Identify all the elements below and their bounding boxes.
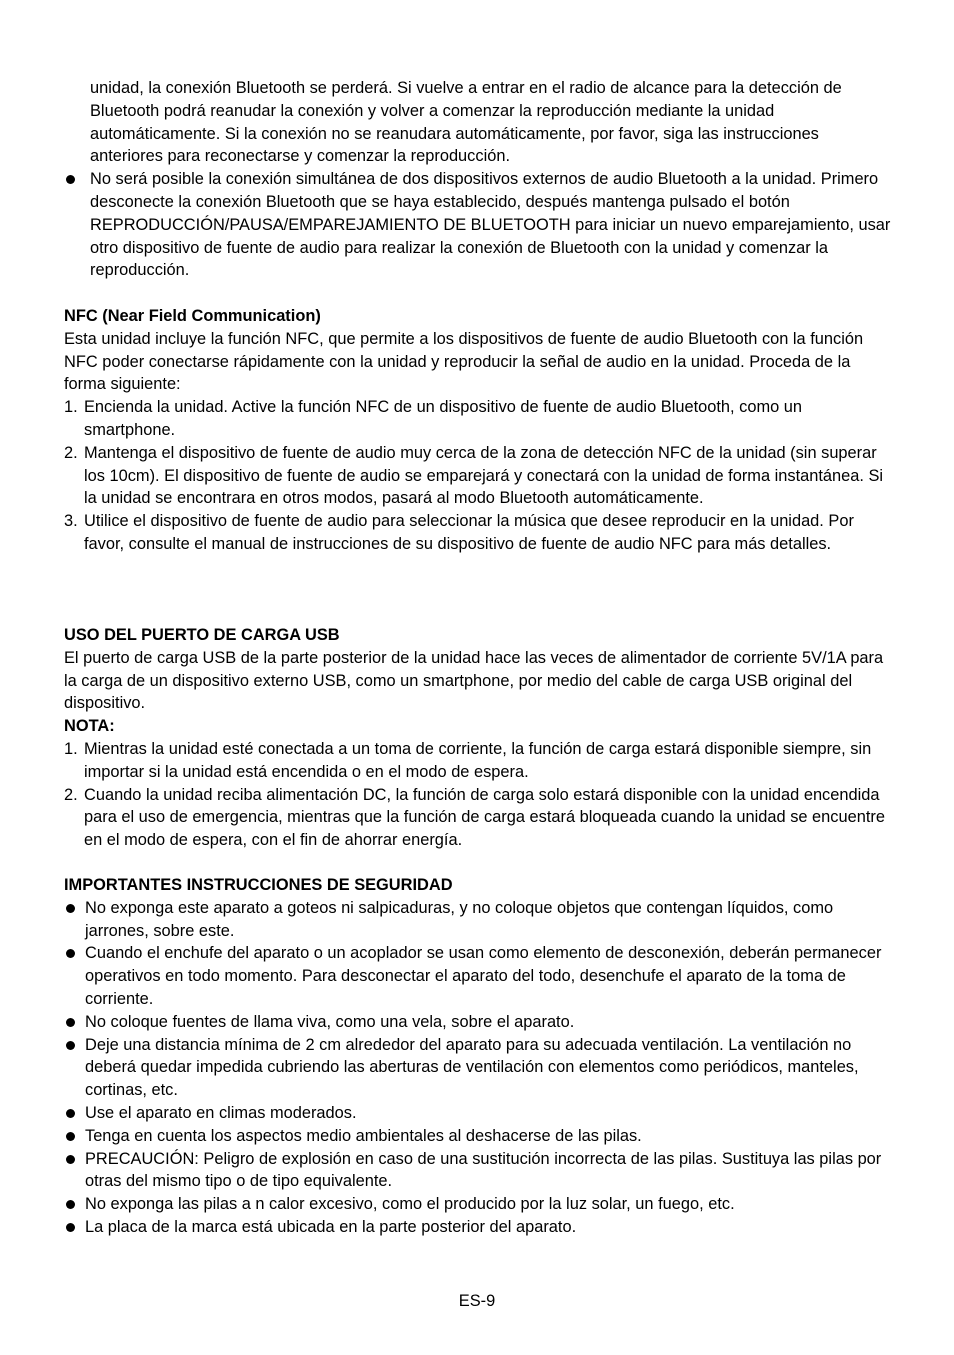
- list-item: [64, 784, 894, 852]
- intro-continuation: unidad, la conexión Bluetooth se perderá. Si vuelve a entrar en el radio de alcance para la detección de Bluetooth podrá reanudar la conexión y volver a comenzar la reproducción mediante la unidad automáticamente. Si la conexión no se reanudara automáticamente, por favor, siga las instrucciones anteriores para reconectarse y comenzar la reproducción.: [90, 79, 842, 166]
- list-item: Cuando el enchufe del aparato o un acoplador se usan como elemento de desconexión, deberán permanecer operativos en todo momento. Para desconectar el aparato del todo, desenchufe el aparato de la toma de corriente.: [64, 942, 894, 1010]
- list-item: [64, 510, 894, 556]
- list-item: No exponga este aparato a goteos ni salpicaduras, y no coloque objetos que contengan líquidos, como jarrones, sobre este.: [64, 897, 894, 943]
- safety-heading: IMPORTANTES INSTRUCCIONES DE SEGURIDAD: [64, 876, 453, 894]
- list-item: [64, 738, 894, 784]
- note-label: NOTA:: [64, 717, 115, 736]
- intro-bullet-list: [64, 168, 894, 282]
- list-item: [64, 396, 894, 442]
- safety-bullet-list: [64, 897, 894, 1239]
- list-item: PRECAUCIÓN: Peligro de explosión en caso de una sustitución incorrecta de las pilas. Sustituya las pilas por otras del mismo tipo o de tipo equivalente.: [64, 1148, 894, 1194]
- nfc-section: [64, 305, 894, 556]
- usb-notes: [64, 738, 894, 852]
- note-number: 2.: [64, 785, 78, 804]
- step-text: Mantenga el dispositivo de fuente de audio muy cerca de la zona de detección NFC de la unidad (sin superar los 10cm). El dispositivo de fuente de audio se emparejará y conectará con la unidad de forma instantánea. Si la unidad se encontrara en otros modos, pasará al modo Bluetooth automáticamente.: [84, 443, 884, 508]
- step-number: 3.: [64, 512, 78, 531]
- list-item: Tenga en cuenta los aspectos medio ambientales al deshacerse de las pilas.: [64, 1125, 894, 1148]
- list-item: No coloque fuentes de llama viva, como una vela, sobre el aparato.: [64, 1011, 894, 1034]
- usb-heading: USO DEL PUERTO DE CARGA USB: [64, 626, 340, 644]
- note-number: 1.: [64, 739, 78, 758]
- intro-section: [64, 77, 894, 282]
- note-text: Cuando la unidad reciba alimentación DC, la función de carga solo estará disponible con la unidad encendida para el uso de emergencia, mientras que la función de carga estará bloqueada cuando la unidad se encuentre en el modo de espera, con el fin de ahorrar energía.: [84, 785, 885, 850]
- list-item: No será posible la conexión simultánea de dos dispositivos externos de audio Bluetooth a la unidad. Primero desconecte la conexión Bluetooth que se haya establecido, después mantenga pulsado el botón REPRODUCCIÓN/PAUSA/EMPAREJAMIENTO DE BLUETOOTH para iniciar un nuevo emparejamiento, usar otro dispositivo de fuente de audio para realizar la conexión de Bluetooth con la unidad y comenzar la reproducción.: [64, 168, 894, 282]
- step-text: Utilice el dispositivo de fuente de audio para seleccionar la música que desee reproducir en la unidad. Por favor, consulte el manual de instrucciones de su dispositivo de fuente de audio NFC para más detalles.: [84, 512, 854, 553]
- nfc-body: Esta unidad incluye la función NFC, que permite a los dispositivos de fuente de audio Bluetooth con la función NFC poder conectarse rápidamente con la unidad y reproducir la señal de audio en la unidad. Proceda de la forma siguiente:: [64, 329, 864, 394]
- nfc-steps: [64, 396, 894, 556]
- list-item: Use el aparato en climas moderados.: [64, 1102, 894, 1125]
- step-number: 1.: [64, 398, 78, 417]
- list-item: La placa de la marca está ubicada en la parte posterior del aparato.: [64, 1216, 894, 1239]
- list-item: [64, 442, 894, 510]
- step-number: 2.: [64, 443, 78, 462]
- note-text: Mientras la unidad esté conectada a un toma de corriente, la función de carga estará disponible siempre, sin importar si la unidad está encendida o en el modo de espera.: [84, 739, 872, 781]
- list-item: Deje una distancia mínima de 2 cm alrededor del aparato para su adecuada ventilación. La ventilación no deberá quedar impedida cubriendo las aberturas de ventilación con elementos como periódicos, manteles, cortinas, etc.: [64, 1034, 894, 1102]
- list-item: No exponga las pilas a n calor excesivo, como el producido por la luz solar, un fuego, etc.: [64, 1193, 894, 1216]
- usb-section: [64, 624, 894, 852]
- usb-body: El puerto de carga USB de la parte posterior de la unidad hace las veces de alimentador de corriente 5V/1A para la carga de un dispositivo externo USB, como un smartphone, por medio del cable de carga USB original del dispositivo.: [64, 648, 884, 713]
- step-text: Encienda la unidad. Active la función NFC de un dispositivo de fuente de audio Bluetooth, como un smartphone.: [84, 398, 803, 439]
- page-number: ES-9: [458, 1292, 496, 1310]
- nfc-heading: NFC (Near Field Communication): [64, 307, 321, 325]
- safety-section: [64, 874, 894, 1239]
